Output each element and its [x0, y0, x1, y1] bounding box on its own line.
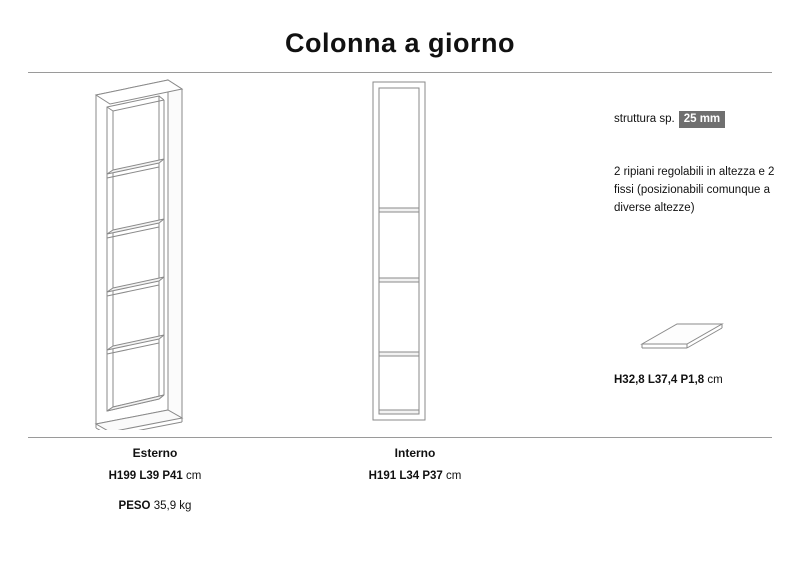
- exterior-dimensions: [60, 468, 250, 486]
- shelf-dim-unit: cm: [707, 374, 723, 386]
- interior-dim-width: L34: [399, 469, 420, 482]
- shelves-note: 2 ripiani regolabili in altezza e 2 fissi (posizionabili comunque a diverse altezze): [614, 166, 775, 215]
- exterior-dim-depth: P41: [162, 469, 183, 482]
- weight-row: [60, 498, 250, 516]
- interior-caption-title: Interno: [394, 446, 436, 460]
- shelf-sample-drawing: [630, 318, 740, 368]
- exterior-dim-unit: cm: [186, 469, 202, 482]
- divider-bottom: [28, 437, 772, 438]
- shelf-dimensions: [614, 374, 723, 386]
- structure-thickness: [614, 111, 725, 128]
- interior-dim-depth: P37: [422, 469, 443, 482]
- interior-caption: [325, 444, 505, 485]
- exterior-caption: [60, 444, 250, 516]
- structure-thickness-value: 25 mm: [679, 111, 725, 128]
- exterior-dim-width: L39: [139, 469, 160, 482]
- page-title: Colonna a giorno: [285, 28, 515, 58]
- exterior-perspective-drawing: [60, 70, 250, 430]
- shelf-dim-width: L37,4: [647, 374, 678, 386]
- interior-elevation-drawing: [345, 70, 465, 430]
- interior-dim-height: H191: [368, 469, 397, 482]
- weight-value: 35,9 kg: [153, 500, 192, 513]
- shelf-dim-depth: P1,8: [680, 374, 705, 386]
- interior-dimensions: [325, 468, 505, 486]
- weight-label: PESO: [118, 500, 151, 513]
- exterior-caption-title: Esterno: [132, 446, 178, 460]
- exterior-dim-height: H199: [108, 469, 137, 482]
- interior-dim-unit: cm: [446, 469, 462, 482]
- structure-thickness-label: struttura sp.: [614, 113, 675, 125]
- shelf-dim-height: H32,8: [614, 374, 645, 386]
